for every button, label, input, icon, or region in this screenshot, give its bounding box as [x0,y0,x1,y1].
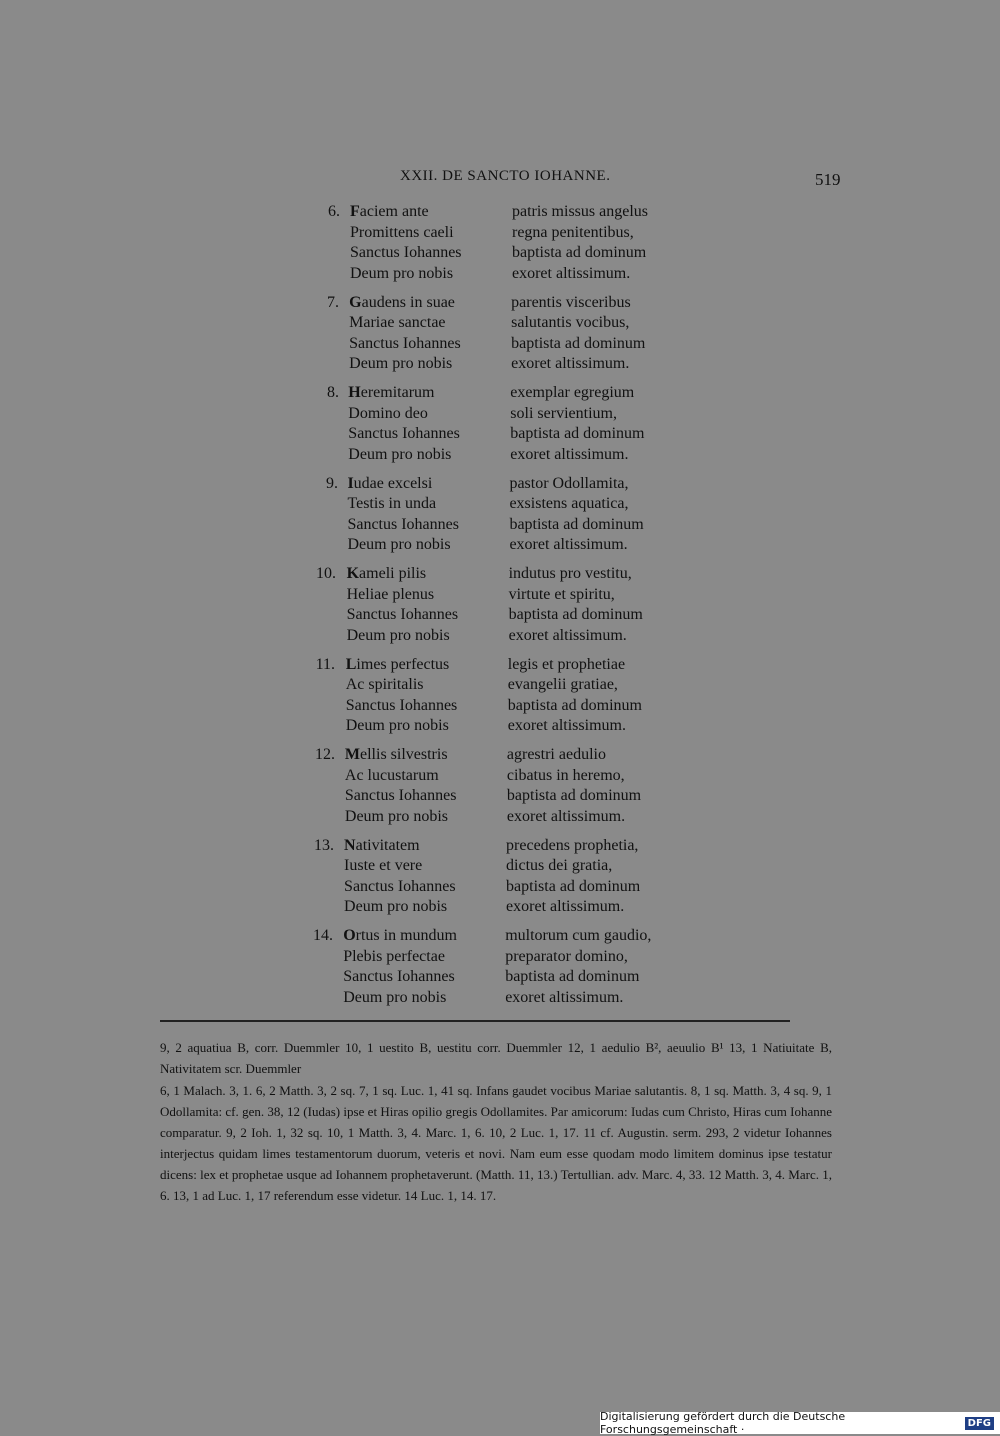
stanza [0,655,1000,746]
stanza [0,202,1000,293]
verse-right: exoret altissimum. [512,264,631,282]
verse-right: legis et prophetiae [507,655,626,673]
verse-left: Deum pro nobis [344,807,448,825]
stanza [0,836,1000,927]
verse-right: exoret altissimum. [505,988,624,1006]
verse-right: pastor Odollamita, [509,474,629,492]
verse-right: precedens prophetia, [506,836,639,854]
verse-right: preparator domino, [505,947,628,965]
stanza-number: 12. [315,746,335,763]
verse-right: exsistens aquatica, [509,495,629,512]
verse-right: baptista ad dominum [508,606,643,623]
verse-left: Kameli pilis [346,565,427,582]
verse-right: evangelii gratiae, [507,676,618,693]
verse-right: exoret altissimum. [506,807,626,825]
stanza [0,564,1000,655]
verse-left: Sanctus Iohannes [349,334,461,352]
verse-right: indutus pro vestitu, [508,565,632,582]
verse-left: Deum pro nobis [344,898,448,915]
verse-right: soli servientium, [510,404,617,422]
verse-left: Sanctus Iohannes [344,787,457,804]
verse-left: Nativitatem [344,836,420,854]
verse-left: Deum pro nobis [345,717,449,734]
verse-right: exoret altissimum. [509,536,628,553]
stanza [0,474,1000,565]
stanza-number: 6. [328,203,340,220]
verse-left: Ac lucustarum [344,766,439,784]
page-number: 519 [815,170,841,189]
verse-left: Sanctus Iohannes [347,515,459,533]
verse-left: Deum pro nobis [349,355,453,372]
stanza [0,745,1000,836]
verse-left: Sanctus Iohannes [343,968,455,985]
source-apparatus: 6, 1 Malach. 3, 1. 6, 2 Matth. 3, 2 sq. 7, 1 sq. Luc. 1, 41 sq. Infans gaudet vocibus Mariae salutantis. 8, 1 sq. Matth. 3, 4 sq. 9, 1 Odollamita: cf. gen. 38, 12 (Iudas) ipse et Hiras opilio gregis Odollamites. Par amicorum: Iudas cum Christo, Hiras cum Iohanne comparatur. 9, 2 Ioh. 1, 32 sq. 10, 1 Matth. 3, 4. Marc. 1, 6. 10, 2 Luc. 1, 17. 11 cf. Augustin. serm. 293, 2 videtur Iohannes interjectus quidam limes testamentorum duorum, veteris et novi. Nam eum esse quodam modo limitem dominus ipse testatur dicens: lex et prophetae usque ad Iohannem prophetaverunt. (Matth. 11, 13.) Tertullian. adv. Marc. 4, 33. 12 Matth. 3, 4. Marc. 1, 6. 13, 1 ad Luc. 1, 17 referendum esse videtur. 14 Luc. 1, 14. 17. [160,1083,832,1203]
stanza-number: 11. [315,655,335,673]
stanza [0,383,1000,474]
verse-left: Mariae sanctae [349,314,446,331]
verse-right: agrestri aedulio [506,746,606,763]
verse-left: Sanctus Iohannes [346,606,459,623]
stanza-number: 10. [316,565,336,582]
verse-right: dictus dei gratia, [506,857,613,874]
verse-left: Gaudens in suae [349,293,455,311]
verse-left: Deum pro nobis [350,264,454,282]
verse-right: parentis visceribus [511,293,631,311]
critical-apparatus: 9, 2 aquatiua B, corr. Duemmler 10, 1 uestito B, uestitu corr. Duemmler 12, 1 aedulio B², aeuulio B¹ 13, 1 Natiuitate B, Nativitatem scr. Duemmler [160,1040,832,1076]
verse-right: baptista ad dominum [507,696,642,714]
verse-left: Sanctus Iohannes [344,877,456,895]
verse-left: Sanctus Iohannes [350,244,462,261]
verse-left: Deum pro nobis [343,988,447,1006]
verse-left: Iudae excelsi [347,474,433,492]
verse-left: Deum pro nobis [348,445,452,463]
verse-right: virtute et spiritu, [508,585,615,603]
verse-right: baptista ad dominum [512,244,647,261]
running-title: XXII. DE SANCTO IOHANNE. [400,168,611,184]
verse-left: Testis in unda [347,495,437,512]
dfg-footer [600,1412,1000,1434]
stanza-number: 9. [326,474,338,492]
stanza-number: 14. [313,927,333,944]
verse-left: Faciem ante [350,203,429,220]
hymn-stanzas [0,202,1000,1017]
verse-right: regna penitentibus, [512,223,634,241]
verse-left: Limes perfectus [345,655,450,673]
verse-left: Deum pro nobis [346,626,450,644]
footer-text: Digitalisierung gefördert durch die Deutsche Forschungsgemeinschaft · [600,1410,846,1436]
verse-left: Sanctus Iohannes [345,696,458,714]
verse-right: cibatus in heremo, [506,766,625,784]
verse-left: Heliae plenus [346,585,435,603]
verse-right: exoret altissimum. [511,355,630,372]
verse-right: patris missus angelus [512,203,648,220]
verse-right: baptista ad dominum [509,515,644,533]
stanza-number: 13. [314,836,334,854]
verse-left: Domino deo [348,404,428,422]
verse-right: baptista ad dominum [506,877,641,895]
verse-right: salutantis vocibus, [511,314,630,331]
verse-right: exoret altissimum. [508,626,627,644]
verse-right: exoret altissimum. [507,717,626,734]
verse-right: multorum cum gaudio, [505,927,652,944]
verse-left: Plebis perfectae [343,947,445,965]
verse-right: exoret altissimum. [510,445,629,463]
stanza-number: 8. [327,384,339,401]
verse-right: exemplar egregium [510,384,635,401]
page-header [0,168,1000,192]
verse-right: baptista ad dominum [505,968,640,985]
verse-left: Promittens caeli [350,223,454,241]
verse-left: Sanctus Iohannes [348,425,460,442]
verse-left: Mellis silvestris [344,746,448,763]
verse-left: Deum pro nobis [347,536,451,553]
verse-right: baptista ad dominum [506,787,642,804]
stanza-number: 7. [327,293,339,311]
verse-left: Ortus in mundum [343,927,457,944]
stanza [0,293,1000,384]
verse-right: baptista ad dominum [510,425,645,442]
verse-left: Iuste et vere [344,857,423,874]
stanza [0,926,1000,1017]
verse-right: baptista ad dominum [511,334,646,352]
footnote-rule [160,1020,790,1022]
verse-right: exoret altissimum. [506,898,625,915]
verse-left: Ac spiritalis [345,676,424,693]
verse-left: Heremitarum [348,384,435,401]
dfg-logo: DFG [965,1417,994,1430]
